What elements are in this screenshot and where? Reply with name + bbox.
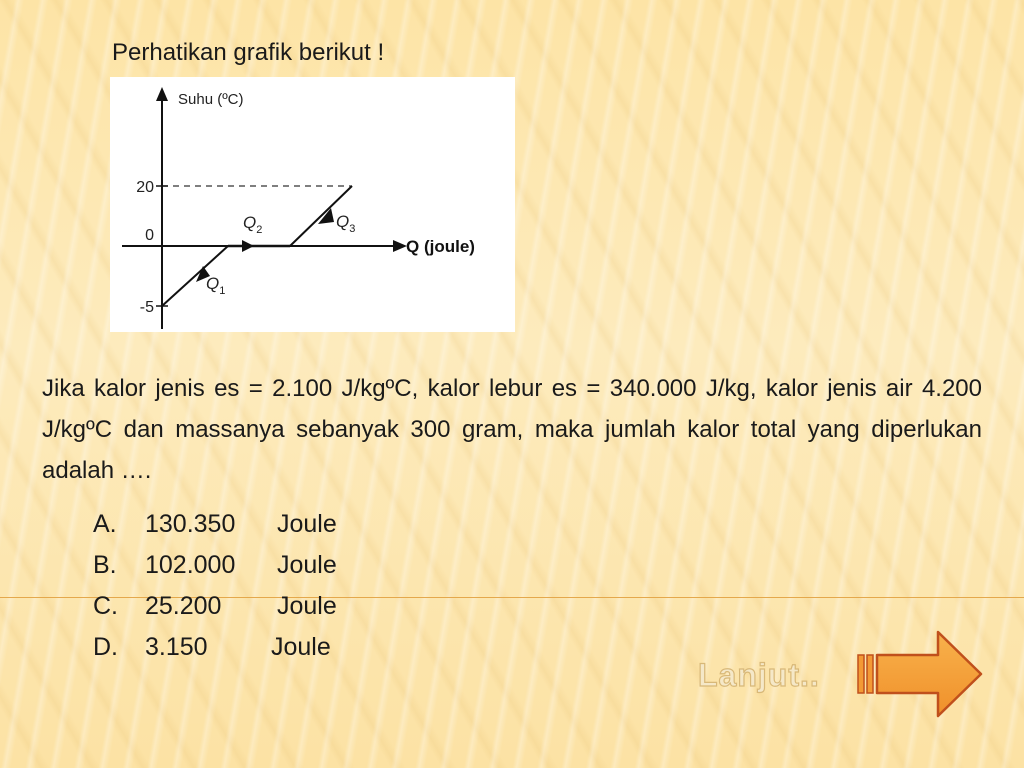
graph-svg <box>110 77 515 332</box>
y-axis-arrowhead <box>156 87 168 101</box>
answer-options <box>93 504 337 668</box>
y-tick-label-20: 20 <box>136 179 154 196</box>
option-unit: Joule <box>277 510 337 538</box>
option-c <box>93 586 337 627</box>
segment-q2-arrow <box>242 240 254 252</box>
y-tick-label-0: 0 <box>145 227 154 244</box>
option-value: 102.000 <box>145 551 236 579</box>
question-text: Jika kalor jenis es = 2.100 J/kgºC, kalor lebur es = 340.000 J/kg, kalor jenis air 4.200 J/kgºC dan massanya sebanyak 300 gram, maka jumlah kalor total yang diperlukan adalah …. <box>42 375 982 484</box>
option-unit: Joule <box>277 551 337 579</box>
option-d <box>93 627 337 668</box>
segment-label-q1: $Q_1$ <box>206 274 226 297</box>
arrow-right-icon[interactable] <box>856 628 986 720</box>
segment-label-q2: $Q_2$ <box>243 213 263 236</box>
option-value: 25.200 <box>145 592 222 620</box>
option-unit: Joule <box>271 633 331 661</box>
x-axis-label: Q (joule) <box>406 237 475 256</box>
option-a <box>93 504 337 545</box>
option-letter: C. <box>93 592 118 620</box>
next-link[interactable]: Lanjut.. <box>698 657 820 693</box>
y-tick-label-minus5: -5 <box>139 299 154 316</box>
x-axis-arrowhead <box>393 240 407 252</box>
option-letter: A. <box>93 510 117 538</box>
option-b <box>93 545 337 586</box>
option-letter: B. <box>93 551 117 579</box>
y-axis-label: Suhu (ºC) <box>178 91 244 108</box>
option-value: 130.350 <box>145 510 236 538</box>
slide-heading: Perhatikan grafik berikut ! <box>112 39 385 66</box>
segment-label-q3: $Q_3$ <box>336 212 356 235</box>
option-value: 3.150 <box>145 633 208 661</box>
option-letter: D. <box>93 633 118 661</box>
option-unit: Joule <box>277 592 337 620</box>
temperature-heat-graph <box>110 77 515 332</box>
